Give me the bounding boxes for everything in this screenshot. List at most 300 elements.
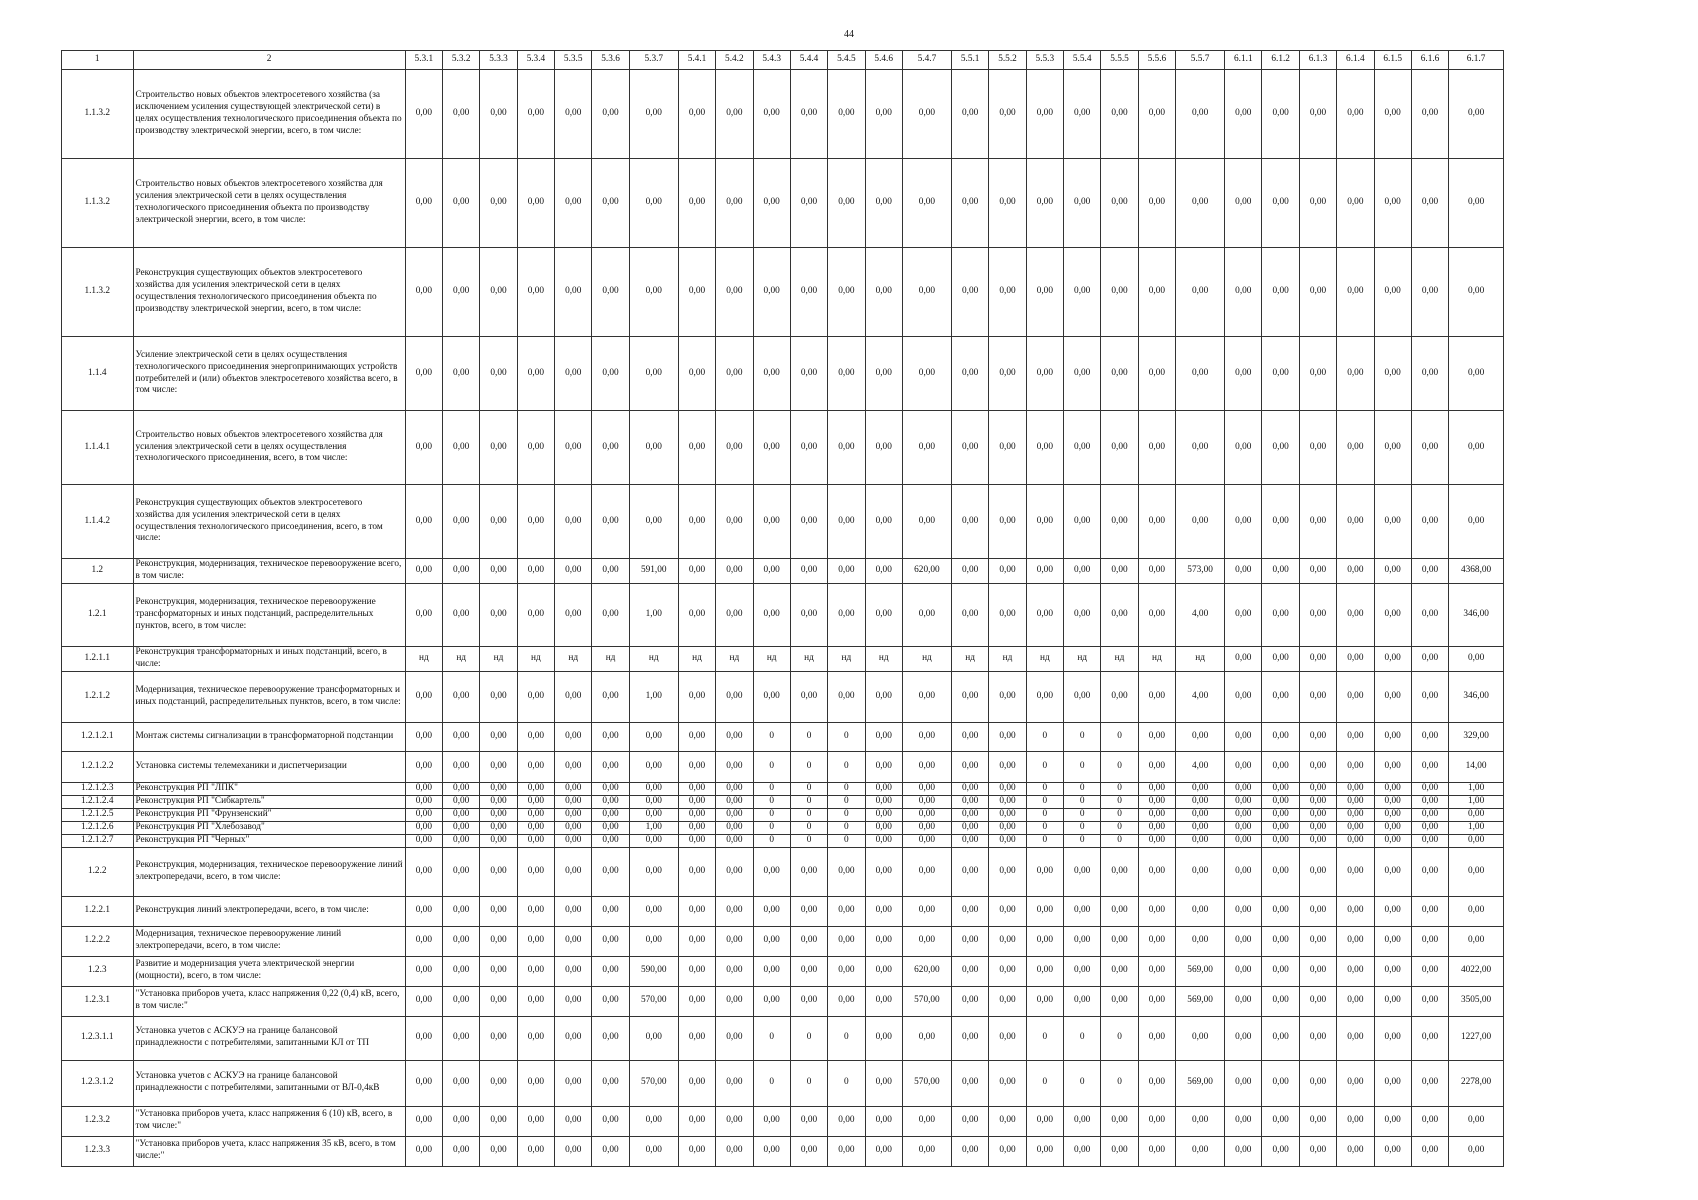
value-cell: 0,00 (1374, 671, 1411, 722)
table-row (62, 847, 1504, 896)
table-header (62, 51, 1504, 70)
value-cell: 0,00 (555, 834, 592, 847)
value-cell: 0,00 (1449, 1136, 1504, 1166)
value-cell: 0,00 (753, 896, 790, 926)
value-cell: 0,00 (678, 559, 715, 584)
value-cell: 0,00 (753, 926, 790, 956)
value-cell: 0,00 (1262, 411, 1299, 485)
column-header: 6.1.3 (1299, 51, 1336, 70)
value-cell: 0,00 (951, 782, 988, 795)
value-cell: 0,00 (1176, 411, 1225, 485)
value-cell: 0,00 (517, 896, 554, 926)
column-header: 5.4.7 (902, 51, 951, 70)
value-cell: 0,00 (902, 70, 951, 159)
value-cell: 0,00 (678, 782, 715, 795)
value-cell: 0,00 (443, 559, 480, 584)
row-code: 1.1.3.2 (62, 159, 134, 248)
value-cell: 0,00 (951, 70, 988, 159)
row-description: Установка учетов с АСКУЭ на границе балансовой принадлежности с потребителями, запитанными от ВЛ-0,4кВ (133, 1060, 405, 1106)
value-cell: 0,00 (405, 956, 442, 986)
value-cell: 0,00 (1411, 926, 1448, 956)
value-cell: 0,00 (555, 1016, 592, 1060)
value-cell: 0,00 (1262, 248, 1299, 337)
column-header: 5.5.4 (1064, 51, 1101, 70)
value-cell: 0,00 (951, 337, 988, 411)
row-description: Строительство новых объектов электросетевого хозяйства для усиления электрической сети в целях осуществления технологического присоединения объекта по производству электрической энергии, всего, в том числе: (133, 159, 405, 248)
value-cell: 0,00 (555, 956, 592, 986)
value-cell: 0,00 (1026, 485, 1063, 559)
value-cell: 0,00 (555, 559, 592, 584)
value-cell: 0,00 (405, 337, 442, 411)
value-cell: 0,00 (480, 411, 517, 485)
value-cell: 0 (1026, 782, 1063, 795)
value-cell: 0,00 (1064, 411, 1101, 485)
value-cell: 0 (1064, 751, 1101, 782)
value-cell: 0,00 (443, 411, 480, 485)
value-cell: 0 (1026, 821, 1063, 834)
value-cell: 0,00 (1101, 337, 1138, 411)
value-cell: 0,00 (678, 485, 715, 559)
value-cell: 0,00 (555, 896, 592, 926)
value-cell: 0,00 (865, 411, 902, 485)
value-cell: 0,00 (1064, 337, 1101, 411)
column-header: 6.1.1 (1225, 51, 1262, 70)
value-cell: 0,00 (1337, 671, 1374, 722)
value-cell: 0,00 (517, 671, 554, 722)
value-cell: 569,00 (1176, 956, 1225, 986)
value-cell: 0,00 (1064, 159, 1101, 248)
row-description: Реконструкция РП "ЛПК" (133, 782, 405, 795)
value-cell: 0,00 (592, 782, 629, 795)
value-cell: 4022,00 (1449, 956, 1504, 986)
value-cell: 0,00 (1064, 956, 1101, 986)
value-cell: 14,00 (1449, 751, 1504, 782)
value-cell: 0,00 (1337, 646, 1374, 671)
value-cell: 0 (1101, 1016, 1138, 1060)
value-cell: 0,00 (1337, 1106, 1374, 1136)
value-cell: 0,00 (678, 671, 715, 722)
value-cell: 0,00 (1374, 821, 1411, 834)
value-cell: 0,00 (480, 1060, 517, 1106)
value-cell: 0,00 (1138, 821, 1175, 834)
value-cell: 0,00 (989, 485, 1026, 559)
value-cell: 0,00 (592, 834, 629, 847)
value-cell: 0,00 (1026, 583, 1063, 646)
value-cell: 0,00 (1337, 808, 1374, 821)
value-cell: 0,00 (865, 795, 902, 808)
table-row (62, 751, 1504, 782)
value-cell: 0,00 (405, 1060, 442, 1106)
value-cell: 0,00 (865, 671, 902, 722)
value-cell: нд (753, 646, 790, 671)
value-cell: 0,00 (517, 1136, 554, 1166)
value-cell: 0 (828, 751, 865, 782)
value-cell: 0,00 (480, 1016, 517, 1060)
value-cell: 0,00 (592, 159, 629, 248)
row-description: Реконструкция РП "Черных" (133, 834, 405, 847)
row-description: Монтаж системы сигнализации в трансформаторной подстанции (133, 722, 405, 751)
value-cell: 0,00 (1374, 782, 1411, 795)
value-cell: 0,00 (753, 411, 790, 485)
row-code: 1.2.3 (62, 956, 134, 986)
value-cell: 0,00 (480, 751, 517, 782)
value-cell: 0,00 (902, 1136, 951, 1166)
value-cell: 0 (753, 751, 790, 782)
value-cell: 0,00 (1299, 834, 1336, 847)
value-cell: 0,00 (1299, 956, 1336, 986)
value-cell: 0,00 (828, 847, 865, 896)
value-cell: 0,00 (1138, 248, 1175, 337)
value-cell: 0,00 (480, 926, 517, 956)
value-cell: 0 (753, 1016, 790, 1060)
value-cell: 0,00 (443, 1060, 480, 1106)
value-cell: 0,00 (753, 159, 790, 248)
value-cell: 0,00 (1026, 671, 1063, 722)
value-cell: 0,00 (716, 751, 753, 782)
column-header: 5.3.5 (555, 51, 592, 70)
column-header: 5.5.7 (1176, 51, 1225, 70)
value-cell: 0,00 (1374, 896, 1411, 926)
value-cell: 0 (753, 722, 790, 751)
value-cell: 0,00 (865, 986, 902, 1016)
value-cell: 0,00 (1411, 646, 1448, 671)
value-cell: 0,00 (989, 159, 1026, 248)
value-cell: 0,00 (790, 1106, 827, 1136)
value-cell: 0,00 (629, 1106, 678, 1136)
value-cell: 0,00 (989, 926, 1026, 956)
table-row (62, 986, 1504, 1016)
column-header: 6.1.6 (1411, 51, 1448, 70)
value-cell: 0 (1064, 795, 1101, 808)
value-cell: 0,00 (902, 896, 951, 926)
value-cell: 0,00 (592, 485, 629, 559)
value-cell: 0,00 (716, 559, 753, 584)
value-cell: 0,00 (865, 1106, 902, 1136)
row-description: Реконструкция трансформаторных и иных подстанций, всего, в числе: (133, 646, 405, 671)
value-cell: 0 (790, 722, 827, 751)
value-cell: 0,00 (555, 485, 592, 559)
value-cell: 0,00 (989, 847, 1026, 896)
value-cell: 0,00 (790, 896, 827, 926)
value-cell: 0,00 (517, 926, 554, 956)
value-cell: 0,00 (1449, 896, 1504, 926)
row-code: 1.2.1.2.5 (62, 808, 134, 821)
value-cell: 0,00 (1337, 751, 1374, 782)
value-cell: 0,00 (405, 821, 442, 834)
value-cell: 0,00 (1337, 1060, 1374, 1106)
value-cell: 0,00 (1262, 1136, 1299, 1166)
value-cell: 0,00 (1176, 926, 1225, 956)
investment-program-table (61, 50, 1504, 1167)
value-cell: 0,00 (716, 337, 753, 411)
value-cell: 0,00 (592, 808, 629, 821)
value-cell: 0 (1064, 1016, 1101, 1060)
value-cell: 0,00 (989, 559, 1026, 584)
value-cell: 0,00 (1411, 956, 1448, 986)
value-cell: 0 (790, 834, 827, 847)
value-cell: 0,00 (790, 986, 827, 1016)
value-cell: 0,00 (753, 671, 790, 722)
value-cell: 0,00 (1225, 337, 1262, 411)
value-cell: 0,00 (1138, 795, 1175, 808)
value-cell: 0,00 (443, 956, 480, 986)
row-code: 1.2.1.2.2 (62, 751, 134, 782)
value-cell: 0,00 (678, 1016, 715, 1060)
value-cell: 0,00 (1026, 70, 1063, 159)
value-cell: 0,00 (716, 248, 753, 337)
value-cell: 0,00 (1225, 411, 1262, 485)
value-cell: 0,00 (443, 159, 480, 248)
value-cell: 0,00 (1337, 485, 1374, 559)
value-cell: 0,00 (1374, 751, 1411, 782)
value-cell: 0,00 (1411, 751, 1448, 782)
value-cell: 0,00 (1138, 986, 1175, 1016)
value-cell: 0,00 (517, 751, 554, 782)
value-cell: 591,00 (629, 559, 678, 584)
value-cell: 0,00 (989, 821, 1026, 834)
value-cell: 0,00 (951, 751, 988, 782)
value-cell: 0 (828, 722, 865, 751)
value-cell: нд (790, 646, 827, 671)
value-cell: 0,00 (1026, 926, 1063, 956)
value-cell: нд (902, 646, 951, 671)
value-cell: 0,00 (753, 847, 790, 896)
value-cell: 0,00 (1225, 821, 1262, 834)
row-code: 1.2.1.2.1 (62, 722, 134, 751)
value-cell: 0,00 (1374, 485, 1411, 559)
value-cell: 0,00 (902, 411, 951, 485)
value-cell: 0,00 (1449, 847, 1504, 896)
value-cell: 0,00 (1064, 70, 1101, 159)
value-cell: 0,00 (1138, 808, 1175, 821)
row-code: 1.2.3.1.2 (62, 1060, 134, 1106)
value-cell: 0,00 (865, 248, 902, 337)
value-cell: 1,00 (629, 821, 678, 834)
value-cell: 0,00 (592, 722, 629, 751)
value-cell: 0,00 (716, 485, 753, 559)
value-cell: 0,00 (678, 722, 715, 751)
value-cell: 0,00 (480, 808, 517, 821)
value-cell: 0,00 (1374, 1106, 1411, 1136)
value-cell: 0,00 (1299, 795, 1336, 808)
value-cell: 0,00 (592, 956, 629, 986)
value-cell: 0,00 (1411, 896, 1448, 926)
value-cell: 0,00 (405, 926, 442, 956)
value-cell: 0,00 (592, 926, 629, 956)
value-cell: 0,00 (790, 337, 827, 411)
value-cell: 0,00 (828, 1106, 865, 1136)
value-cell: 0,00 (716, 583, 753, 646)
value-cell: 0,00 (753, 337, 790, 411)
value-cell: 0 (790, 1060, 827, 1106)
value-cell: 0,00 (1374, 583, 1411, 646)
row-description: Модернизация, техническое перевооружение трансформаторных и иных подстанций, распределительных пунктов, всего, в том числе: (133, 671, 405, 722)
value-cell: 0,00 (951, 956, 988, 986)
value-cell: 570,00 (629, 1060, 678, 1106)
value-cell: 0,00 (405, 834, 442, 847)
value-cell: 0,00 (1225, 956, 1262, 986)
value-cell: 0,00 (1101, 485, 1138, 559)
value-cell: 0,00 (951, 559, 988, 584)
value-cell: 0 (753, 782, 790, 795)
value-cell: 2278,00 (1449, 1060, 1504, 1106)
value-cell: 0,00 (1225, 926, 1262, 956)
value-cell: 0,00 (1138, 671, 1175, 722)
value-cell: 0,00 (1138, 782, 1175, 795)
value-cell: 0,00 (1411, 248, 1448, 337)
column-header: 5.4.1 (678, 51, 715, 70)
value-cell: 0,00 (1176, 1016, 1225, 1060)
value-cell: 0 (1064, 834, 1101, 847)
value-cell: 0,00 (517, 70, 554, 159)
value-cell: 0,00 (1225, 248, 1262, 337)
value-cell: 0,00 (555, 70, 592, 159)
value-cell: 0 (1064, 1060, 1101, 1106)
value-cell: 0 (1101, 782, 1138, 795)
value-cell: 0,00 (1411, 986, 1448, 1016)
value-cell: 0,00 (753, 986, 790, 1016)
value-cell: 0,00 (1299, 821, 1336, 834)
value-cell: 0,00 (517, 986, 554, 1016)
value-cell: нд (1064, 646, 1101, 671)
value-cell: нд (716, 646, 753, 671)
column-header: 5.3.7 (629, 51, 678, 70)
value-cell: 0,00 (1262, 559, 1299, 584)
value-cell: 0,00 (1064, 847, 1101, 896)
value-cell: 0,00 (678, 1060, 715, 1106)
value-cell: 0,00 (989, 751, 1026, 782)
value-cell: 0,00 (555, 795, 592, 808)
value-cell: 0,00 (1449, 834, 1504, 847)
page-number: 44 (844, 29, 854, 40)
value-cell: 0,00 (951, 926, 988, 956)
row-description: Строительство новых объектов электросетевого хозяйства (за исключением усиления существующей электрической сети) в целях осуществления технологического присоединения объекта по производству электрической энергии, всего, в том числе: (133, 70, 405, 159)
value-cell: 0,00 (1064, 671, 1101, 722)
value-cell: нд (1138, 646, 1175, 671)
value-cell: 0,00 (629, 337, 678, 411)
value-cell: 0,00 (790, 583, 827, 646)
value-cell: 0,00 (1176, 821, 1225, 834)
value-cell: 0,00 (405, 782, 442, 795)
table-row (62, 248, 1504, 337)
value-cell: 0,00 (1064, 485, 1101, 559)
row-description: Реконструкция РП "Хлебозавод" (133, 821, 405, 834)
value-cell: 0,00 (480, 782, 517, 795)
value-cell: 0,00 (1374, 847, 1411, 896)
value-cell: 0,00 (1411, 1060, 1448, 1106)
value-cell: 0,00 (1026, 1136, 1063, 1166)
value-cell: 0,00 (1337, 337, 1374, 411)
value-cell: 0,00 (753, 559, 790, 584)
row-description: Строительство новых объектов электросетевого хозяйства для усиления электрической сети в целях осуществления технологического присоединения, всего, в том числе: (133, 411, 405, 485)
value-cell: 0,00 (902, 583, 951, 646)
value-cell: 0,00 (1337, 795, 1374, 808)
value-cell: 0,00 (629, 808, 678, 821)
value-cell: 0,00 (1449, 646, 1504, 671)
row-description: Реконструкция РП "Фрунзенский" (133, 808, 405, 821)
row-description: Реконструкция линий электропередачи, всего, в том числе: (133, 896, 405, 926)
value-cell: 0,00 (517, 411, 554, 485)
value-cell: 1,00 (629, 583, 678, 646)
value-cell: 0,00 (1138, 1016, 1175, 1060)
value-cell: 0,00 (865, 782, 902, 795)
value-cell: 0,00 (405, 583, 442, 646)
value-cell: 0,00 (865, 896, 902, 926)
column-header: 5.4.2 (716, 51, 753, 70)
value-cell: 0,00 (989, 671, 1026, 722)
value-cell: 0,00 (1299, 248, 1336, 337)
value-cell: 0,00 (1374, 1136, 1411, 1166)
value-cell: 0,00 (678, 411, 715, 485)
value-cell: 0,00 (753, 248, 790, 337)
value-cell: 0,00 (1138, 751, 1175, 782)
value-cell: 0,00 (443, 337, 480, 411)
value-cell: 0,00 (555, 337, 592, 411)
value-cell: 0,00 (1176, 896, 1225, 926)
value-cell: 0,00 (443, 1016, 480, 1060)
value-cell: 0,00 (1337, 847, 1374, 896)
value-cell: 0,00 (405, 248, 442, 337)
value-cell: 0,00 (902, 1106, 951, 1136)
value-cell: 0,00 (1299, 159, 1336, 248)
value-cell: 0,00 (1262, 926, 1299, 956)
value-cell: 0,00 (1262, 485, 1299, 559)
value-cell: 0,00 (1064, 1136, 1101, 1166)
value-cell: 0 (1026, 795, 1063, 808)
value-cell: 0,00 (865, 1136, 902, 1166)
value-cell: 0,00 (405, 847, 442, 896)
value-cell: 0,00 (1101, 248, 1138, 337)
value-cell: 0,00 (1299, 1136, 1336, 1166)
column-header: 5.3.2 (443, 51, 480, 70)
value-cell: 0,00 (592, 583, 629, 646)
value-cell: 0 (790, 782, 827, 795)
value-cell: 0,00 (405, 751, 442, 782)
value-cell: 0,00 (951, 722, 988, 751)
value-cell: 0,00 (989, 722, 1026, 751)
value-cell: 0,00 (678, 834, 715, 847)
value-cell: 0,00 (753, 1136, 790, 1166)
value-cell: 0,00 (716, 834, 753, 847)
column-header: 5.4.5 (828, 51, 865, 70)
value-cell: 0,00 (629, 1016, 678, 1060)
value-cell: 0,00 (902, 795, 951, 808)
column-header: 5.5.5 (1101, 51, 1138, 70)
value-cell: 0,00 (517, 159, 554, 248)
value-cell: 0,00 (716, 671, 753, 722)
value-cell: 0,00 (1337, 159, 1374, 248)
value-cell: 0,00 (1299, 722, 1336, 751)
value-cell: 570,00 (629, 986, 678, 1016)
value-cell: 0,00 (1064, 248, 1101, 337)
value-cell: 0,00 (1176, 808, 1225, 821)
value-cell: 0,00 (555, 159, 592, 248)
value-cell: 0,00 (790, 956, 827, 986)
value-cell: 0,00 (1299, 70, 1336, 159)
column-header: 6.1.4 (1337, 51, 1374, 70)
value-cell: 0,00 (989, 834, 1026, 847)
table-row (62, 70, 1504, 159)
value-cell: 0 (1026, 751, 1063, 782)
value-cell: 0,00 (1225, 1136, 1262, 1166)
row-code: 1.1.3.2 (62, 248, 134, 337)
value-cell: 0,00 (1176, 1106, 1225, 1136)
value-cell: 0,00 (989, 337, 1026, 411)
column-header: 5.3.6 (592, 51, 629, 70)
value-cell: 0,00 (405, 159, 442, 248)
value-cell: 0,00 (1225, 671, 1262, 722)
row-code: 1.2.1 (62, 583, 134, 646)
